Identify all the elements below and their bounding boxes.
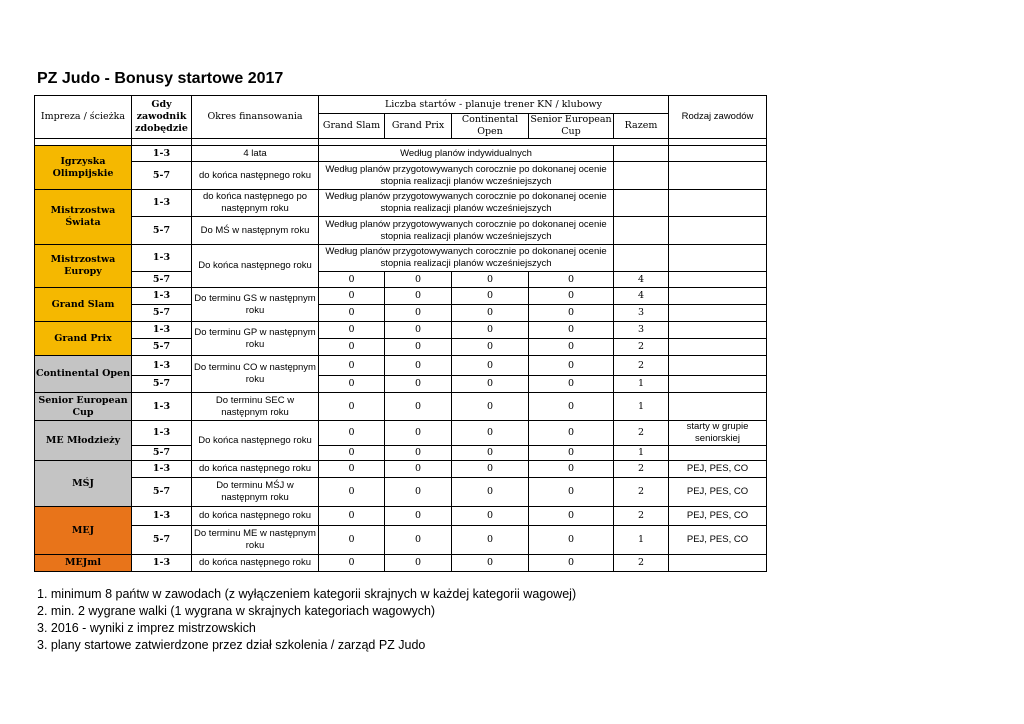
value-cell: 0 xyxy=(385,461,452,478)
place: 5-7 xyxy=(132,376,192,393)
value-cell: 0 xyxy=(385,446,452,461)
period: do końca następnego roku xyxy=(192,507,319,526)
value-cell: 1 xyxy=(614,526,669,555)
value-cell: 0 xyxy=(529,421,614,446)
footnote: 3. plany startowe zatwierdzone przez dział szkolenia / zarząd PZ Judo xyxy=(37,638,426,652)
value-cell: 0 xyxy=(529,376,614,393)
period: Do terminu GP w następnym roku xyxy=(192,322,319,356)
value-cell: 1 xyxy=(614,446,669,461)
value-cell: 2 xyxy=(614,421,669,446)
place: 1-3 xyxy=(132,322,192,339)
period: do końca następnego roku xyxy=(192,555,319,572)
value-cell: 0 xyxy=(452,305,529,322)
period: Do terminu MŚJ w następnym roku xyxy=(192,478,319,507)
page-title: PZ Judo - Bonusy startowe 2017 xyxy=(37,70,284,87)
value-cell: 0 xyxy=(452,507,529,526)
value-cell: 0 xyxy=(385,507,452,526)
bonus-table xyxy=(34,95,767,572)
plan-text: Według planów przygotowywanych corocznie po dokonanej ocenie stopnia realizacji planów wcześniejszych xyxy=(319,162,614,190)
value-cell: 0 xyxy=(385,421,452,446)
value-cell: 0 xyxy=(452,555,529,572)
period: Do MŚ w następnym roku xyxy=(192,217,319,245)
value-cell: 0 xyxy=(529,461,614,478)
header-col: Continental Open xyxy=(452,114,529,139)
place: 5-7 xyxy=(132,339,192,356)
period: Do terminu GS w następnym roku xyxy=(192,288,319,322)
value-cell: 0 xyxy=(452,526,529,555)
value-cell: 0 xyxy=(529,305,614,322)
value-cell: 3 xyxy=(614,322,669,339)
value-cell: 0 xyxy=(452,356,529,376)
value-cell: 0 xyxy=(452,478,529,507)
value-cell: 0 xyxy=(385,555,452,572)
value-cell: 0 xyxy=(452,446,529,461)
rodzaj-cell: PEJ, PES, CO xyxy=(669,478,767,507)
value-cell: 0 xyxy=(319,446,385,461)
header-impreza: Impreza / ścieżka xyxy=(35,96,132,139)
plan-text: Według planów przygotowywanych corocznie po dokonanej ocenie stopnia realizacji planów wcześniejszych xyxy=(319,190,614,217)
event-mejml: MEJml xyxy=(35,555,132,572)
place: 1-3 xyxy=(132,555,192,572)
value-cell: 0 xyxy=(385,393,452,421)
value-cell: 0 xyxy=(319,305,385,322)
value-cell: 0 xyxy=(385,288,452,305)
value-cell: 1 xyxy=(614,393,669,421)
value-cell: 0 xyxy=(319,339,385,356)
value-cell: 0 xyxy=(385,526,452,555)
plan-text: Według planów przygotowywanych corocznie po dokonanej ocenie stopnia realizacji planów wcześniejszych xyxy=(319,245,614,272)
value-cell: 0 xyxy=(319,393,385,421)
place: 5-7 xyxy=(132,526,192,555)
event-gp: Grand Prix xyxy=(35,322,132,356)
value-cell: 0 xyxy=(452,376,529,393)
value-cell: 0 xyxy=(319,421,385,446)
header-col: Grand Prix xyxy=(385,114,452,139)
event-sec: Senior European Cup xyxy=(35,393,132,421)
value-cell: 0 xyxy=(319,507,385,526)
place: 1-3 xyxy=(132,288,192,305)
value-cell: 0 xyxy=(385,322,452,339)
place: 5-7 xyxy=(132,162,192,190)
header-liczba: Liczba startów - planuje trener KN / klubowy xyxy=(319,96,669,114)
value-cell: 0 xyxy=(529,393,614,421)
place: 1-3 xyxy=(132,146,192,162)
event-co: Continental Open xyxy=(35,356,132,393)
footnote: 3. 2016 - wyniki z imprez mistrzowskich xyxy=(37,621,256,635)
plan-text: Według planów przygotowywanych corocznie po dokonanej ocenie stopnia realizacji planów wcześniejszych xyxy=(319,217,614,245)
rodzaj-cell: PEJ, PES, CO xyxy=(669,526,767,555)
footnote: 1. minimum 8 pańtw w zawodach (z wyłączeniem kategorii skrajnych w każdej kategorii wagowej) xyxy=(37,587,577,601)
footnotes xyxy=(37,586,576,654)
value-cell: 2 xyxy=(614,507,669,526)
value-cell: 0 xyxy=(529,356,614,376)
value-cell: 0 xyxy=(319,376,385,393)
value-cell: 0 xyxy=(452,272,529,288)
place: 1-3 xyxy=(132,190,192,217)
event-me: Mistrzostwa Europy xyxy=(35,245,132,288)
value-cell: 2 xyxy=(614,461,669,478)
event-io: Igrzyska Olimpijskie xyxy=(35,146,132,190)
value-cell: 0 xyxy=(319,478,385,507)
header-rodzaj: Rodzaj zawodów xyxy=(669,96,767,139)
value-cell: 0 xyxy=(452,288,529,305)
value-cell: 0 xyxy=(319,322,385,339)
place: 5-7 xyxy=(132,478,192,507)
period: do końca następnego roku xyxy=(192,461,319,478)
event-ms: Mistrzostwa Świata xyxy=(35,190,132,245)
place: 1-3 xyxy=(132,356,192,376)
place: 5-7 xyxy=(132,446,192,461)
period: Do terminu CO w następnym roku xyxy=(192,356,319,393)
place: 1-3 xyxy=(132,245,192,272)
footnote: 2. min. 2 wygrane walki (1 wygrana w skrajnych kategoriach wagowych) xyxy=(37,604,436,618)
value-cell: 0 xyxy=(529,272,614,288)
value-cell: 0 xyxy=(385,478,452,507)
value-cell: 0 xyxy=(319,461,385,478)
rodzaj-cell: PEJ, PES, CO xyxy=(669,507,767,526)
value-cell: 0 xyxy=(452,461,529,478)
header-col: Senior European Cup xyxy=(530,114,612,137)
value-cell: 0 xyxy=(319,526,385,555)
period: do końca następnego po następnym roku xyxy=(192,190,319,217)
place: 5-7 xyxy=(132,305,192,322)
value-cell: 4 xyxy=(614,272,669,288)
place: 1-3 xyxy=(132,507,192,526)
period: 4 lata xyxy=(192,146,319,162)
value-cell: 3 xyxy=(614,305,669,322)
period: Do końca następnego roku xyxy=(192,245,319,288)
value-cell: 0 xyxy=(452,421,529,446)
value-cell: 0 xyxy=(529,322,614,339)
header-col: Grand Slam xyxy=(319,114,385,139)
place: 1-3 xyxy=(132,393,192,421)
rodzaj-cell: PEJ, PES, CO xyxy=(669,461,767,478)
value-cell: 0 xyxy=(319,356,385,376)
value-cell: 0 xyxy=(385,356,452,376)
period: Do terminu ME w następnym roku xyxy=(192,526,319,555)
value-cell: 4 xyxy=(614,288,669,305)
period: Do terminu SEC w następnym roku xyxy=(192,393,319,421)
period: Do końca następnego roku xyxy=(192,421,319,461)
value-cell: 0 xyxy=(385,339,452,356)
rodzaj-cell: starty w grupie seniorskiej xyxy=(669,421,767,446)
value-cell: 1 xyxy=(614,376,669,393)
value-cell: 0 xyxy=(529,339,614,356)
header-gdy: Gdy zawodnik zdobędzie xyxy=(132,96,192,139)
event-me-mlodziezy: ME Młodzieży xyxy=(35,421,132,461)
value-cell: 0 xyxy=(319,555,385,572)
period: do końca następnego roku xyxy=(192,162,319,190)
header-okres: Okres finansowania xyxy=(192,96,319,139)
value-cell: 0 xyxy=(452,339,529,356)
place: 5-7 xyxy=(132,217,192,245)
event-mej: MEJ xyxy=(35,507,132,555)
value-cell: 0 xyxy=(529,507,614,526)
value-cell: 2 xyxy=(614,339,669,356)
value-cell: 0 xyxy=(529,288,614,305)
value-cell: 0 xyxy=(529,526,614,555)
value-cell: 0 xyxy=(452,393,529,421)
value-cell: 0 xyxy=(452,322,529,339)
value-cell: 0 xyxy=(319,272,385,288)
value-cell: 0 xyxy=(319,288,385,305)
event-gs: Grand Slam xyxy=(35,288,132,322)
value-cell: 0 xyxy=(385,305,452,322)
event-msj: MŚJ xyxy=(35,461,132,507)
place: 1-3 xyxy=(132,421,192,446)
value-cell: 2 xyxy=(614,478,669,507)
value-cell: 0 xyxy=(529,446,614,461)
plan-text: Według planów indywidualnych xyxy=(319,146,614,162)
place: 5-7 xyxy=(132,272,192,288)
value-cell: 0 xyxy=(385,272,452,288)
value-cell: 2 xyxy=(614,555,669,572)
place: 1-3 xyxy=(132,461,192,478)
value-cell: 2 xyxy=(614,356,669,376)
header-col: Razem xyxy=(614,114,669,139)
value-cell: 0 xyxy=(529,478,614,507)
value-cell: 0 xyxy=(385,376,452,393)
value-cell: 0 xyxy=(529,555,614,572)
